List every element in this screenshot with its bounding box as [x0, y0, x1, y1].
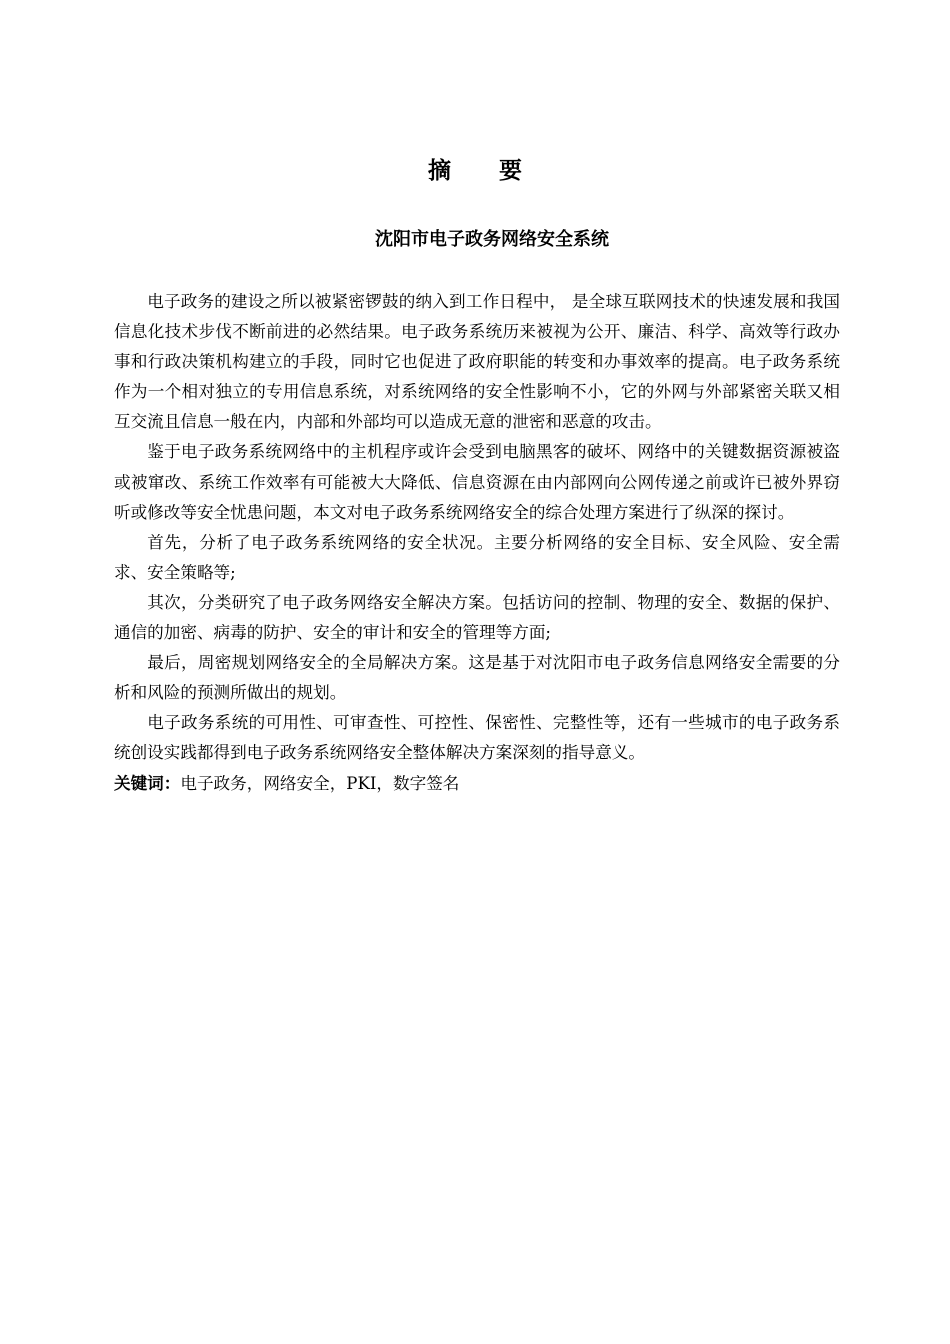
abstract-body [114, 287, 840, 799]
abstract-heading-left: 摘 [428, 158, 451, 184]
abstract-paragraph-1: 电子政务的建设之所以被紧密锣鼓的纳入到工作日程中， 是全球互联网技术的快速发展和我国信息化技术步伐不断前进的必然结果。电子政务系统历来被视为公开、廉洁、科学、高效等行政办事和行政决策机构建立的手段，同时它也促进了政府职能的转变和办事效率的提高。电子政务系统作为一个相对独立的专用信息系统，对系统网络的安全性影响不小，它的外网与外部紧密关联又相互交流且信息一般在内，内部和外部均可以造成无意的泄密和恶意的攻击。 [114, 292, 840, 432]
thesis-title: 沈阳市电子政务网络安全系统 [375, 229, 609, 250]
abstract-paragraph-5: 最后，周密规划网络安全的全局解决方案。这是基于对沈阳市电子政务信息网络安全需要的分析和风险的预测所做出的规划。 [114, 653, 840, 703]
keywords-label: 关键词： [114, 773, 181, 793]
abstract-heading-right: 要 [499, 158, 522, 184]
abstract-heading [0, 154, 950, 188]
keywords-value: 电子政务，网络安全，PKI，数字签名 [180, 773, 460, 793]
abstract-paragraph-4: 其次，分类研究了电子政务网络安全解决方案。包括访问的控制、物理的安全、数据的保护、通信的加密、病毒的防护、安全的审计和安全的管理等方面; [114, 592, 840, 643]
abstract-paragraph-3: 首先，分析了电子政务系统网络的安全状况。主要分析网络的安全目标、安全风险、安全需求、安全策略等; [114, 532, 840, 582]
keywords-line [114, 769, 840, 799]
abstract-paragraph-2: 鉴于电子政务系统网络中的主机程序或许会受到电脑黑客的破坏、网络中的关键数据资源被盗或被窜改、系统工作效率有可能被大大降低、信息资源在由内部网向公网传递之前或许已被外界窃听或修改等安全忧患问题，本文对电子政务系统网络安全的综合处理方案进行了纵深的探讨。 [114, 442, 840, 522]
abstract-paragraph-6: 电子政务系统的可用性、可审查性、可控性、保密性、完整性等，还有一些城市的电子政务系统创设实践都得到电子政务系统网络安全整体解决方案深刻的指导意义。 [114, 713, 840, 763]
